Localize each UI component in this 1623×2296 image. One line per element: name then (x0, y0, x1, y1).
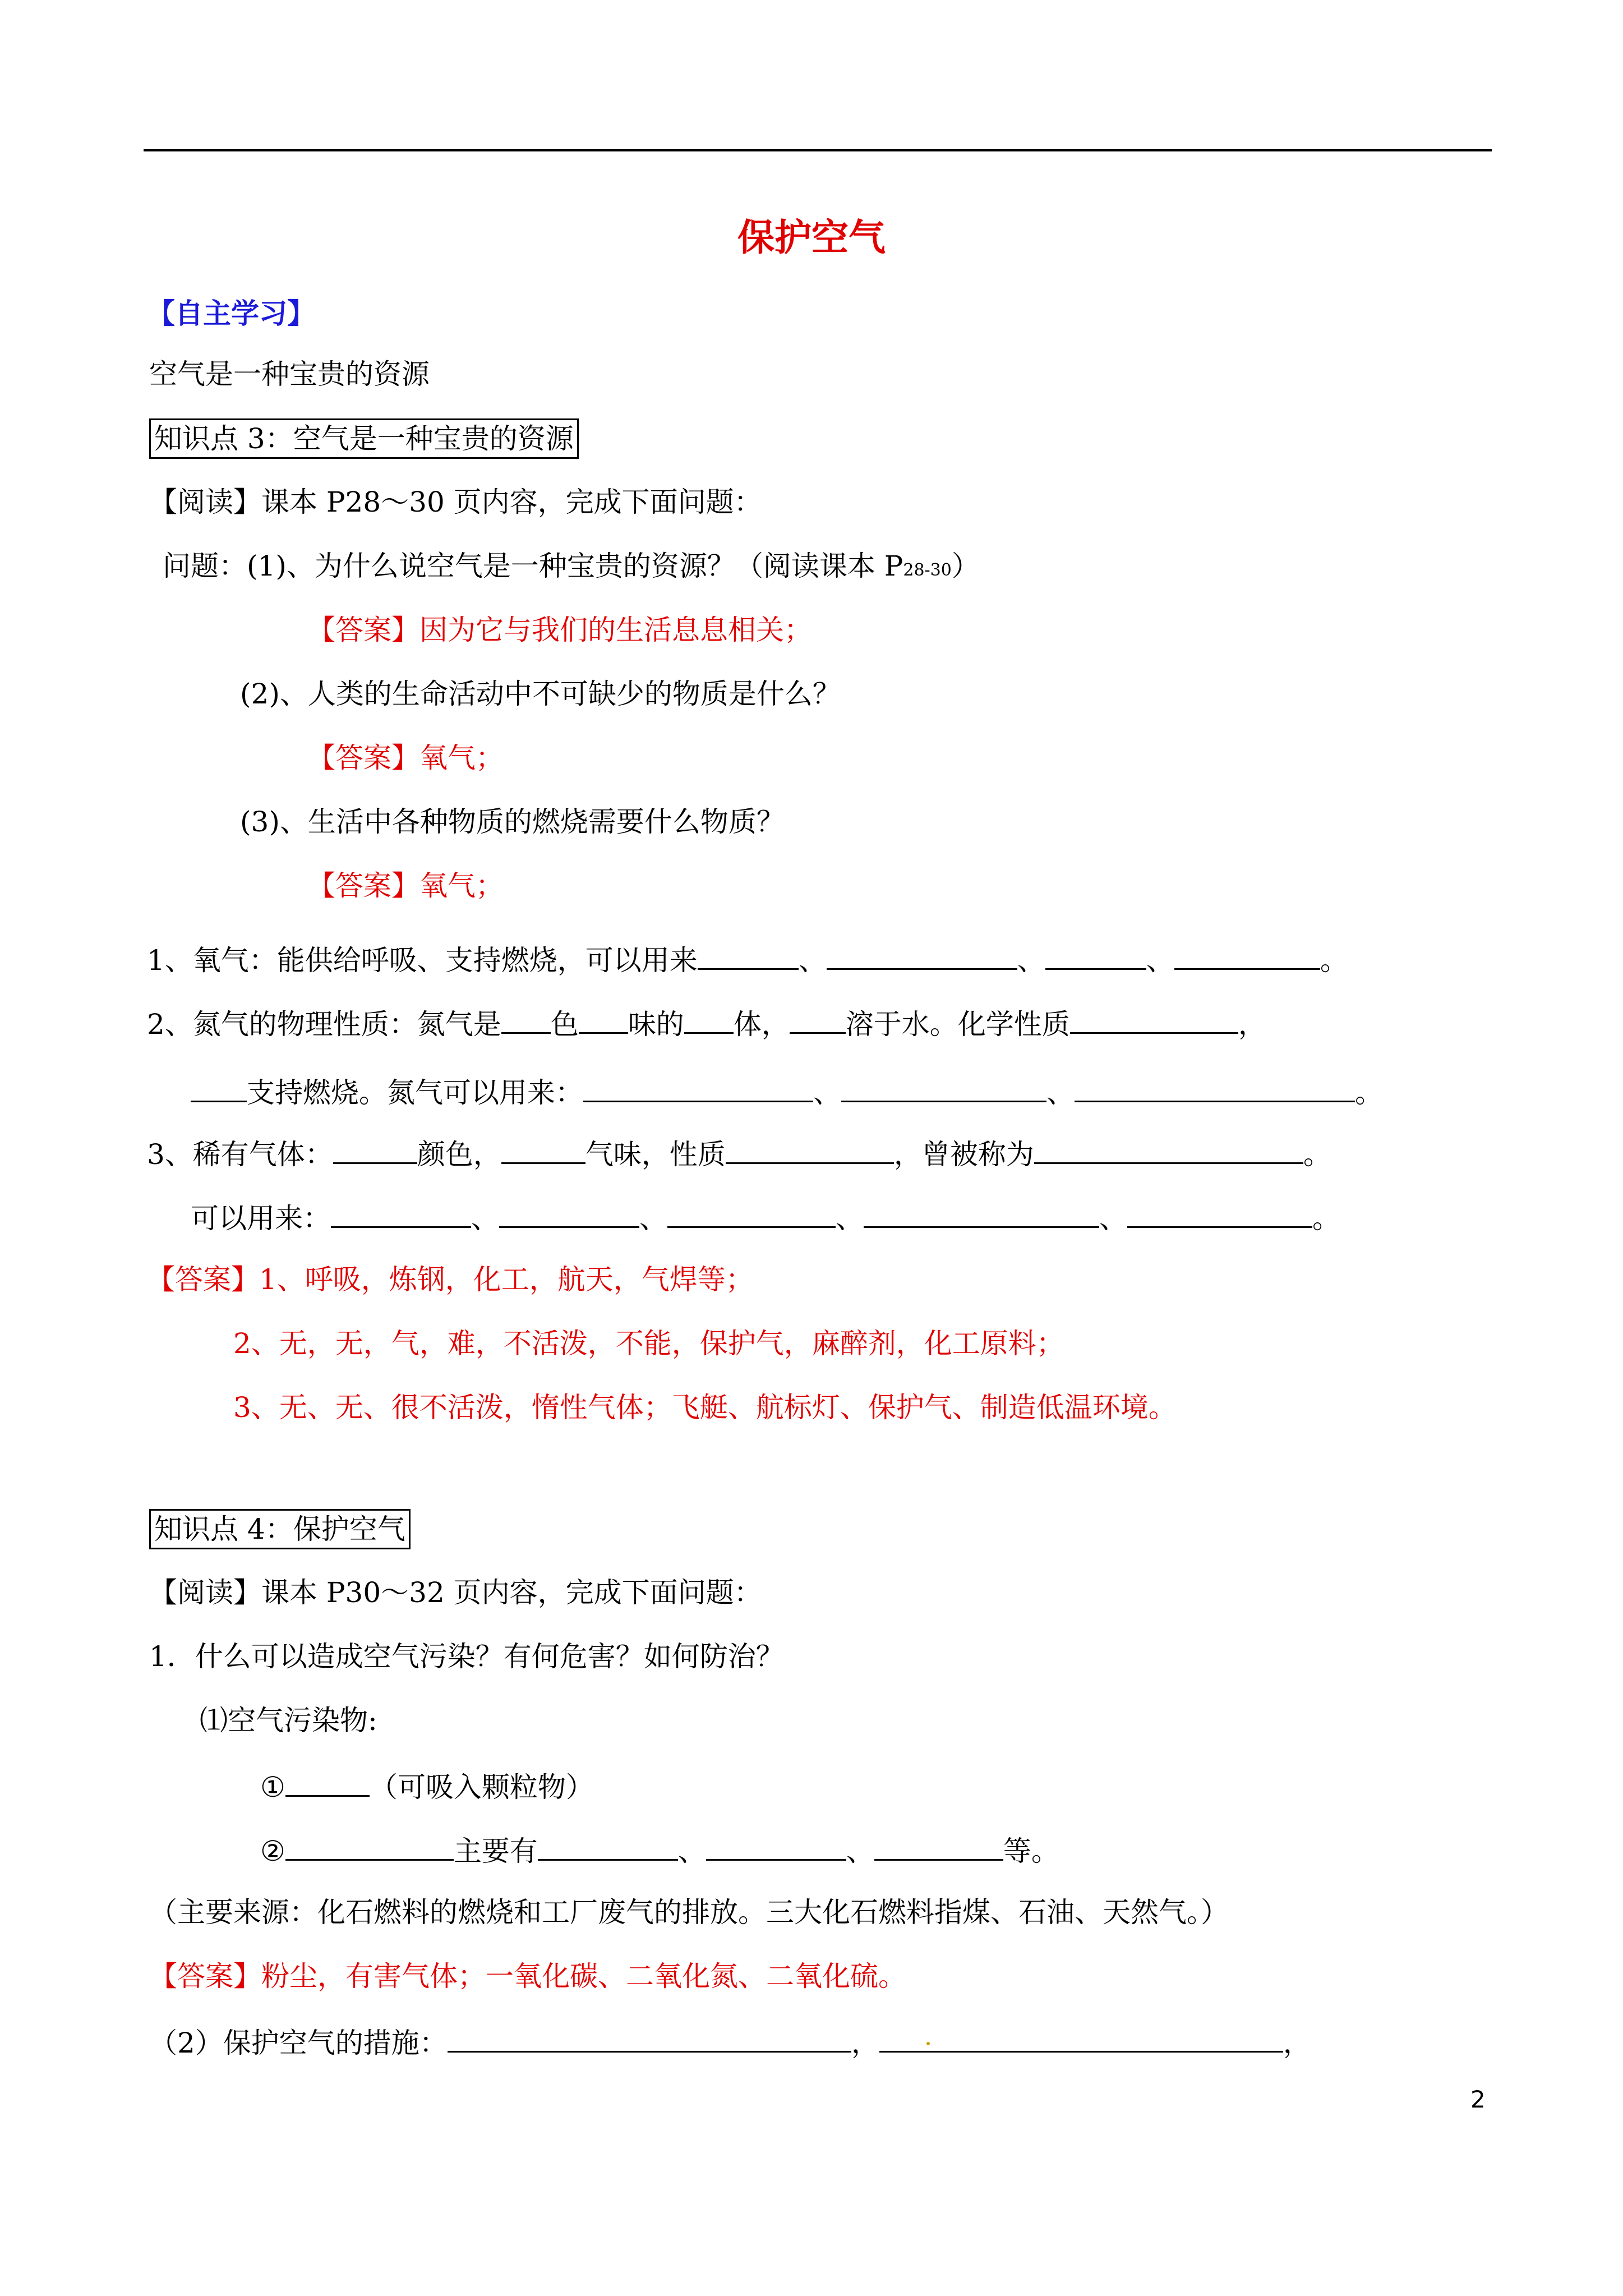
blank[interactable] (579, 1002, 628, 1034)
blank[interactable] (667, 1196, 836, 1228)
blank[interactable] (538, 1829, 678, 1861)
blank[interactable] (698, 938, 799, 970)
sep: 、 (471, 1202, 499, 1235)
page-title: 保护空气 (737, 215, 886, 259)
kp3-answer-3: 3、无、无、很不活泼，惰性气体；飞艇、航标灯、保护气、制造低温环境。 (233, 1391, 1177, 1424)
blank[interactable] (1034, 1132, 1303, 1164)
kp4-c2 (260, 1829, 1059, 1871)
answer-text: 因为它与我们的生活息息相关； (419, 614, 812, 646)
sep: 。 (1312, 1202, 1340, 1235)
kp4-p1: ⑴空气污染物: (200, 1704, 377, 1737)
page-number: 2 (1470, 2086, 1486, 2113)
answer-tag: 【答案】 (147, 1263, 259, 1296)
fill-text: （可吸入颗粒物） (369, 1771, 594, 1803)
sep: 。 (1320, 944, 1348, 977)
sep: 、 (1017, 944, 1045, 977)
blank[interactable] (874, 1829, 1003, 1861)
fill-text: 体， (733, 1008, 790, 1041)
kp4-c1 (260, 1765, 594, 1807)
kp4-q1: 1．什么可以造成空气污染？有何危害？如何防治？ (149, 1640, 784, 1673)
sep: 、 (846, 1835, 874, 1867)
fill-text: 色 (550, 1008, 579, 1041)
answer-tag: 【答案】 (307, 742, 419, 774)
fill-text: 2、氮气的物理性质：氮气是 (147, 1008, 501, 1041)
fill-text: 气味，性质 (585, 1138, 726, 1171)
blank[interactable] (448, 2021, 851, 2053)
kp3-a3 (307, 866, 504, 905)
answer-tag: 【答案】 (307, 869, 419, 902)
blank[interactable] (1174, 938, 1320, 970)
sep: 。 (1355, 1076, 1383, 1109)
fill-nitrogen-uses (191, 1070, 1383, 1112)
kp3-answer-2: 2、无，无，气，难，不活泼，不能，保护气，麻醉剂，化工原料； (233, 1327, 1064, 1360)
blank[interactable] (841, 1070, 1046, 1102)
section-heading: 【自主学习】 (147, 297, 315, 330)
blank[interactable] (790, 1002, 846, 1034)
blank[interactable] (285, 1829, 454, 1861)
stray-dot (926, 2042, 930, 2045)
kp3-q3: (3)、生活中各种物质的燃烧需要什么物质？ (240, 806, 785, 838)
fill-text: 支持燃烧。氮气可以用来： (247, 1076, 583, 1109)
kp4-p2 (149, 2021, 1311, 2063)
kp4-answer (149, 1957, 906, 1996)
kp3-label: 知识点 3：空气是一种宝贵的资源 (149, 418, 579, 459)
blank[interactable] (706, 1829, 846, 1861)
sep: 、 (1146, 944, 1174, 977)
sep: 。 (1303, 1138, 1331, 1171)
kp3-a2 (307, 738, 504, 777)
blank[interactable] (191, 1070, 247, 1102)
fill-text: 溶于水。化学性质 (845, 1008, 1070, 1041)
fill-noble-gas-uses (191, 1196, 1340, 1238)
kp4-source: （主要来源：化石燃料的燃烧和工厂废气的排放。三大化石燃料指煤、石油、天然气。） (149, 1896, 1229, 1929)
fill-text: 等。 (1003, 1835, 1059, 1867)
blank[interactable] (501, 1132, 585, 1164)
fill-noble-gas (147, 1132, 1331, 1174)
q1-close: ） (951, 550, 980, 582)
sep: 、 (639, 1202, 667, 1235)
fill-text: 颜色， (417, 1138, 501, 1171)
answer-text: 1、呼吸，炼钢，化工，航天，气焊等； (259, 1263, 754, 1296)
kp3-a1 (307, 610, 812, 650)
sep: 、 (798, 944, 827, 977)
circle-num: ① (260, 1771, 285, 1803)
sep: ， (1283, 2027, 1311, 2059)
header-rule (144, 149, 1492, 151)
kp4-label: 知识点 4：保护空气 (149, 1509, 411, 1549)
answer-tag: 【答案】 (307, 614, 419, 646)
blank[interactable] (499, 1196, 639, 1228)
fill-nitrogen (147, 1002, 1266, 1044)
blank[interactable] (333, 1132, 417, 1164)
blank[interactable] (827, 938, 1017, 970)
blank[interactable] (864, 1196, 1099, 1228)
sep: 、 (677, 1835, 706, 1867)
sep: ， (1238, 1008, 1266, 1041)
fill-text: （2）保护空气的措施： (149, 2027, 448, 2059)
fill-text: 3、稀有气体： (147, 1138, 333, 1171)
circle-num: ② (260, 1835, 285, 1867)
blank[interactable] (879, 2021, 1283, 2053)
answer-text: 粉尘，有害气体；一氧化碳、二氧化氮、二氧化硫。 (261, 1960, 906, 1993)
sep: ， (851, 2027, 879, 2059)
blank[interactable] (1127, 1196, 1312, 1228)
blank[interactable] (1070, 1002, 1238, 1034)
kp3-answer-1 (147, 1260, 754, 1299)
fill-text: 主要有 (453, 1835, 538, 1867)
blank[interactable] (1045, 938, 1146, 970)
kp3-q2: (2)、人类的生命活动中不可缺少的物质是什么？ (240, 678, 841, 710)
blank[interactable] (331, 1196, 471, 1228)
intro-line: 空气是一种宝贵的资源 (149, 358, 430, 390)
kp4-read: 【阅读】课本 P30～32 页内容，完成下面问题： (149, 1576, 762, 1609)
blank[interactable] (501, 1002, 551, 1034)
kp3-line (149, 418, 579, 459)
sep: 、 (1046, 1076, 1075, 1109)
blank[interactable] (285, 1765, 370, 1797)
fill-oxygen (147, 938, 1348, 980)
answer-tag: 【答案】 (149, 1960, 261, 1993)
q1-text: 问题：(1)、为什么说空气是一种宝贵的资源？（阅读课本 P (163, 550, 903, 582)
fill-text: 1、氧气：能供给呼吸、支持燃烧，可以用来 (147, 944, 698, 977)
answer-text: 氧气； (419, 742, 504, 774)
sep: 、 (1099, 1202, 1127, 1235)
blank[interactable] (1075, 1070, 1355, 1102)
sep: 、 (813, 1076, 841, 1109)
fill-text: 可以用来： (191, 1202, 331, 1235)
answer-text: 氧气； (419, 869, 504, 902)
blank[interactable] (726, 1132, 894, 1164)
fill-text: ，曾被称为 (893, 1138, 1034, 1171)
sep: 、 (836, 1202, 864, 1235)
blank[interactable] (583, 1070, 813, 1102)
q1-subscript: 28-30 (903, 560, 952, 580)
fill-text: 味的 (628, 1008, 684, 1041)
kp4-line (149, 1509, 411, 1549)
blank[interactable] (684, 1002, 734, 1034)
kp3-read: 【阅读】课本 P28～30 页内容，完成下面问题： (149, 486, 762, 518)
kp3-q1 (163, 546, 980, 590)
